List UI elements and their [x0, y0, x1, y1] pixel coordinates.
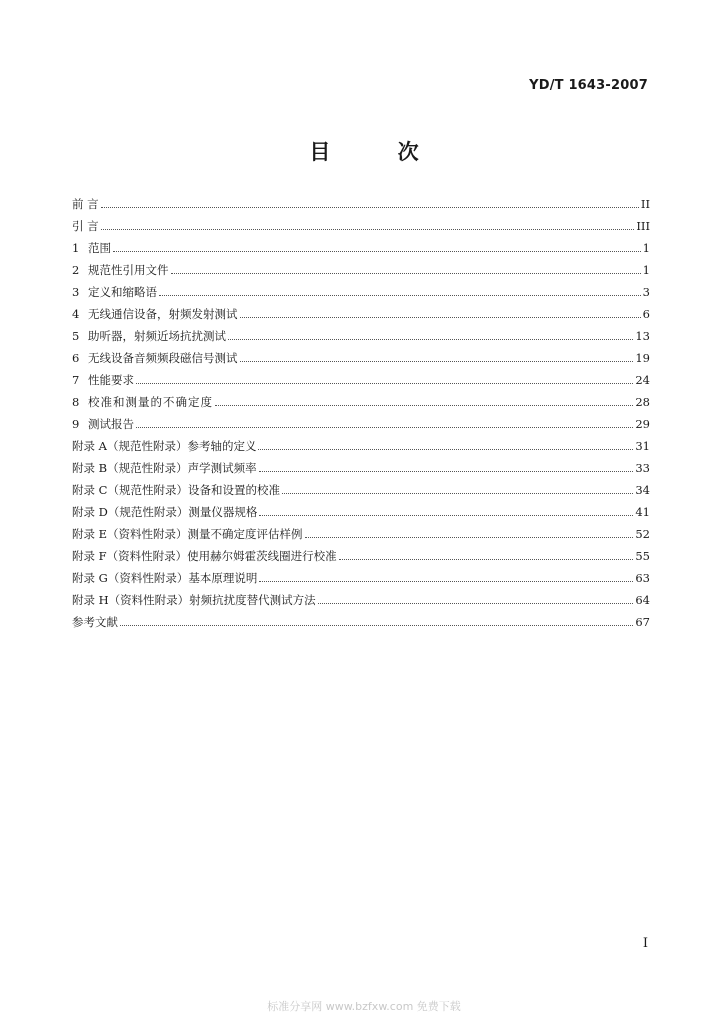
toc-dot-leader — [120, 625, 633, 626]
toc-entry-page: 64 — [635, 593, 650, 607]
toc-dot-leader — [305, 537, 634, 538]
toc-entry-number: 1 — [72, 241, 80, 255]
toc-entry-label: 引 言 — [72, 219, 99, 233]
toc-entry-number: 7 — [72, 373, 80, 387]
toc-entry-label: 无线设备音频频段磁信号测试 — [88, 351, 238, 365]
toc-dot-leader — [259, 581, 633, 582]
toc-entry-foreword[interactable] — [72, 196, 650, 218]
toc-entry-label: 附录 C（规范性附录）设备和设置的校准 — [72, 483, 280, 497]
toc-entry-number: 6 — [72, 351, 80, 365]
toc-entry-label: 附录 H（资料性附录）射频抗扰度替代测试方法 — [72, 593, 316, 607]
toc-entry-page: 28 — [635, 395, 650, 409]
toc-entry-page: 24 — [635, 373, 650, 387]
toc-dot-leader — [159, 295, 641, 296]
toc-entry-3[interactable] — [72, 284, 650, 306]
toc-entry-label: 测试报告 — [88, 417, 134, 431]
toc-entry-page: II — [640, 197, 650, 211]
toc-entry-page: 6 — [642, 307, 650, 321]
toc-entry-1[interactable] — [72, 240, 650, 262]
toc-entry-label: 附录 G（资料性附录）基本原理说明 — [72, 571, 258, 585]
toc-entry-number: 4 — [72, 307, 80, 321]
toc-entry-label: 附录 D（规范性附录）测量仪器规格 — [72, 505, 258, 519]
toc-entry-label: 范围 — [88, 241, 111, 255]
toc-entry-page: 29 — [635, 417, 650, 431]
toc-entry-label: 前 言 — [72, 197, 99, 211]
toc-dot-leader — [240, 317, 641, 318]
toc-entry-label: 附录 F（资料性附录）使用赫尔姆霍茨线圈进行校准 — [72, 549, 337, 563]
toc-dot-leader — [259, 515, 633, 516]
toc-entry-7[interactable] — [72, 372, 650, 394]
toc-entry-page: 41 — [635, 505, 650, 519]
toc-entry-9[interactable] — [72, 416, 650, 438]
toc-dot-leader — [136, 427, 633, 428]
toc-entry-page: 31 — [635, 439, 650, 453]
toc-entry-page: 33 — [635, 461, 650, 475]
page-number: I — [642, 936, 648, 951]
toc-entry-label: 校准和测量的不确定度 — [88, 395, 213, 409]
toc-entry-annex-b[interactable] — [72, 460, 650, 482]
toc-entry-introduction[interactable] — [72, 218, 650, 240]
toc-entry-8[interactable] — [72, 394, 650, 416]
toc-entry-label: 附录 A（规范性附录）参考轴的定义 — [72, 439, 257, 453]
toc-entry-page: III — [636, 219, 650, 233]
toc-dot-leader — [259, 471, 634, 472]
toc-entry-number: 5 — [72, 329, 80, 343]
toc-entry-4[interactable] — [72, 306, 650, 328]
toc-entry-page: 13 — [635, 329, 650, 343]
toc-entry-label: 规范性引用文件 — [88, 263, 169, 277]
toc-entry-annex-a[interactable] — [72, 438, 650, 460]
toc-entry-number: 3 — [72, 285, 80, 299]
toc-entry-number: 9 — [72, 417, 80, 431]
toc-dot-leader — [101, 229, 635, 230]
toc-dot-leader — [258, 449, 633, 450]
toc-entry-page: 34 — [635, 483, 650, 497]
toc-entry-label: 定义和缩略语 — [88, 285, 157, 299]
toc-entry-annex-h[interactable] — [72, 592, 650, 614]
toc-entry-annex-e[interactable] — [72, 526, 650, 548]
toc-entry-page: 63 — [635, 571, 650, 585]
toc-entry-page: 1 — [642, 263, 650, 277]
toc-dot-leader — [318, 603, 634, 604]
toc-entry-page: 67 — [635, 615, 650, 629]
toc-entry-page: 3 — [642, 285, 650, 299]
toc-dot-leader — [171, 273, 641, 274]
toc-dot-leader — [113, 251, 641, 252]
toc-entry-page: 19 — [635, 351, 650, 365]
toc-entry-bibliography[interactable] — [72, 614, 650, 636]
toc-entry-label: 附录 E（资料性附录）测量不确定度评估样例 — [72, 527, 303, 541]
toc-dot-leader — [282, 493, 633, 494]
toc-entry-number: 2 — [72, 263, 80, 277]
watermark: 标准分享网 www.bzfxw.com 免费下载 — [267, 1000, 461, 1013]
standard-code: YD/T 1643-2007 — [529, 78, 648, 93]
toc-entry-page: 1 — [642, 241, 650, 255]
toc-entry-6[interactable] — [72, 350, 650, 372]
toc-dot-leader — [240, 361, 634, 362]
toc-entry-page: 55 — [635, 549, 650, 563]
page-title: 目 次 — [309, 139, 449, 164]
toc-entry-label: 无线通信设备，射频发射测试 — [88, 307, 238, 321]
toc-dot-leader — [339, 559, 634, 560]
toc-dot-leader — [101, 207, 639, 208]
toc-dot-leader — [136, 383, 633, 384]
toc-entry-number: 8 — [72, 395, 80, 409]
toc-entry-label: 附录 B（规范性附录）声学测试频率 — [72, 461, 257, 475]
toc-dot-leader — [228, 339, 633, 340]
toc-entry-label: 参考文献 — [72, 615, 118, 629]
toc-dot-leader — [215, 405, 633, 406]
toc-entry-annex-c[interactable] — [72, 482, 650, 504]
toc-entry-annex-f[interactable] — [72, 548, 650, 570]
toc-entry-annex-g[interactable] — [72, 570, 650, 592]
toc-entry-label: 助听器，射频近场抗扰测试 — [88, 329, 226, 343]
toc-entry-page: 52 — [635, 527, 650, 541]
toc-entry-label: 性能要求 — [88, 373, 134, 387]
toc-entry-annex-d[interactable] — [72, 504, 650, 526]
toc-entry-2[interactable] — [72, 262, 650, 284]
toc-entry-5[interactable] — [72, 328, 650, 350]
table-of-contents — [72, 196, 650, 636]
